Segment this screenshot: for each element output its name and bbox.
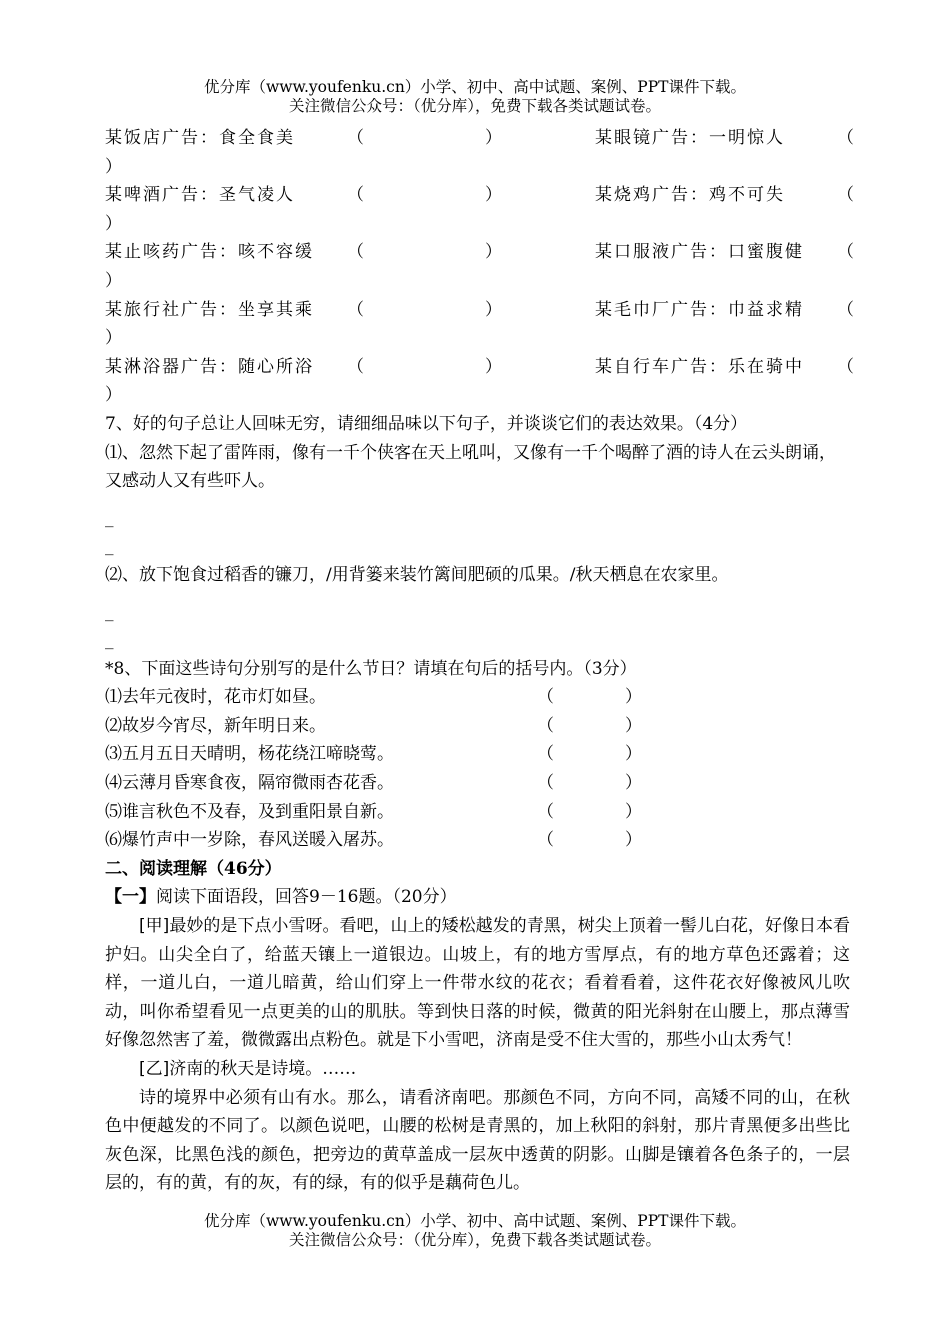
ad-right-text: 某口服液广告：口蜜腹健	[595, 242, 804, 263]
answer-paren-close: ）	[625, 744, 642, 765]
answer-paren-close: ）	[485, 242, 504, 263]
answer-blank-line: _	[105, 536, 114, 557]
answer-paren-close-wrapped: ）	[105, 156, 122, 177]
poem-item	[105, 712, 850, 741]
passage-jia-text: 最妙的是下点小雪呀。看吧，山上的矮松越发的青黑，树尖上顶着一髻儿白花，好像日本看护妇。山尖全白了，给蓝天镶上一道银边。山坡上，有的地方雪厚点，有的地方草色还露着；这样，一道儿白，一道儿暗黄，给山们穿上一件带水纹的花衣；看着看着，这件花衣好像被风儿吹动，叫你希望看见一点更美的山的肌肤。等到快日落的时候，微黄的阳光斜射在山腰上，那点薄雪好像忽然害了羞，微微露出点粉色。就是下小雪吧，济南是受不住大雪的，那些小山太秀气！	[105, 916, 851, 1051]
answer-paren-open: （	[537, 830, 554, 851]
answer-paren-close-wrapped: ）	[105, 270, 122, 291]
part-1-tag: 【一】	[105, 887, 156, 908]
answer-paren-close-wrapped: ）	[105, 328, 122, 349]
poem-line: ⑸谁言秋色不及春，及到重阳景自新。	[105, 801, 394, 822]
question-8-title: *8、下面这些诗句分别写的是什么节日？请填在句后的括号内。（3分）	[105, 658, 637, 679]
poem-item	[105, 683, 850, 712]
answer-paren-open: （	[537, 687, 554, 708]
passage-jia-tag: [甲]	[139, 916, 170, 937]
page-header	[0, 78, 950, 116]
answer-paren-open: （	[347, 128, 366, 148]
answer-paren-open: （	[347, 185, 366, 206]
answer-paren-open: （	[537, 773, 554, 794]
question-7-sentence-2: ⑵、放下饱食过稻香的镰刀，/用背篓来装竹篱间肥硕的瓜果。/秋天栖息在农家里。	[105, 564, 729, 585]
answer-paren-close: ）	[625, 773, 642, 794]
answer-paren-open: （	[537, 801, 554, 822]
answer-paren-open: （	[837, 299, 856, 320]
answer-paren-close-wrapped: ）	[105, 213, 122, 234]
ad-left-text: 某旅行社广告：坐享其乘	[105, 299, 314, 320]
ad-row	[105, 181, 856, 210]
poem-item	[105, 826, 850, 855]
poem-list	[105, 683, 850, 855]
header-line-1: 优分库（www.youfenku.cn）小学、初中、高中试题、案例、PPT课件下载。	[203, 78, 747, 96]
ad-right-text: 某眼镜广告：一明惊人	[595, 128, 785, 148]
question-7-title: 7、好的句子总让人回味无穷，请细细品味以下句子，并谈谈它们的表达效果。（4分）	[105, 413, 748, 434]
question-7-sentence-1: ⑴、忽然下起了雷阵雨，像有一千个侠客在天上吼叫，又像有一千个喝醉了酒的诗人在云头朗诵，又感动人又有些吓人。	[105, 442, 836, 492]
answer-blank-line: _	[105, 630, 114, 651]
ad-row	[105, 353, 856, 382]
answer-paren-close: ）	[625, 830, 642, 851]
ad-right-text: 某毛巾厂广告：巾益求精	[595, 299, 804, 320]
poem-item	[105, 769, 850, 798]
passage-yi-intro	[105, 1055, 850, 1084]
answer-paren-open: （	[837, 185, 856, 206]
answer-blank-line: _	[105, 507, 114, 528]
answer-paren-open: （	[537, 715, 554, 736]
footer-line-2: 关注微信公众号：（优分库），免费下载各类试题试卷。	[288, 1231, 661, 1249]
ad-row	[105, 238, 856, 267]
answer-paren-open: （	[347, 299, 366, 320]
answer-paren-open: （	[537, 744, 554, 765]
passage-yi-tag: [乙]	[139, 1059, 170, 1079]
ad-left-text: 某啤酒广告：圣气凌人	[105, 185, 295, 206]
passage-jia	[105, 912, 850, 1055]
poem-line: ⑹爆竹声中一岁除，春风送暖入屠苏。	[105, 830, 394, 851]
answer-paren-close: ）	[485, 128, 504, 148]
ad-row	[105, 296, 856, 325]
page-footer	[0, 1212, 950, 1250]
part-1-heading	[105, 883, 850, 912]
poem-line: ⑶五月五日天晴明，杨花绕江啼晓莺。	[105, 744, 394, 765]
answer-paren-close: ）	[485, 356, 504, 377]
answer-paren-open: （	[347, 242, 366, 263]
passage-yi-paragraph: 诗的境界中必须有山有水。那么，请看济南吧。那颜色不同，方向不同，高矮不同的山，在秋色中便越发的不同了。以颜色说吧，山腰的松树是青黑的，加上秋阳的斜射，那片青黑便多出些比灰色深，比黑色浅的颜色，把旁边的黄草盖成一层灰中透黄的阴影。山脚是镶着各色条子的，一层层的，有的黄，有的灰，有的绿，有的似乎是藕荷色儿。	[105, 1087, 850, 1194]
section-2-title: 二、阅读理解（46分）	[105, 858, 282, 879]
answer-paren-close: ）	[485, 299, 504, 320]
answer-paren-open: （	[837, 356, 856, 377]
poem-line: ⑷云薄月昏寒食夜，隔帘微雨杏花香。	[105, 773, 394, 794]
answer-paren-close-wrapped: ）	[105, 385, 122, 406]
ad-left-text: 某淋浴器广告：随心所浴	[105, 356, 314, 377]
poem-item	[105, 740, 850, 769]
document-body	[105, 124, 856, 1198]
answer-paren-close: ）	[625, 801, 642, 822]
footer-line-1: 优分库（www.youfenku.cn）小学、初中、高中试题、案例、PPT课件下载。	[203, 1212, 747, 1230]
answer-blank-line: _	[105, 601, 114, 622]
answer-paren-open: （	[837, 242, 856, 263]
header-line-2: 关注微信公众号：（优分库），免费下载各类试题试卷。	[288, 97, 661, 115]
poem-line: ⑵故岁今宵尽，新年明日来。	[105, 715, 326, 736]
poem-item	[105, 798, 850, 827]
ad-right-text: 某烧鸡广告：鸡不可失	[595, 185, 785, 206]
ad-row	[105, 124, 856, 153]
passage-yi-text: 济南的秋天是诗境。……	[169, 1059, 357, 1079]
ad-list	[105, 124, 856, 410]
answer-paren-open: （	[347, 356, 366, 377]
answer-paren-close: ）	[625, 715, 642, 736]
part-1-instructions: 阅读下面语段，回答9－16题。（20分）	[156, 887, 457, 908]
answer-paren-close: ）	[625, 687, 642, 708]
ad-right-text: 某自行车广告：乐在骑中	[595, 356, 804, 377]
ad-left-text: 某饭店广告：食全食美	[105, 128, 295, 148]
answer-paren-close: ）	[485, 185, 504, 206]
ad-left-text: 某止咳药广告：咳不容缓	[105, 242, 314, 263]
answer-paren-open: （	[837, 128, 856, 148]
poem-line: ⑴去年元夜时，花市灯如昼。	[105, 687, 326, 708]
